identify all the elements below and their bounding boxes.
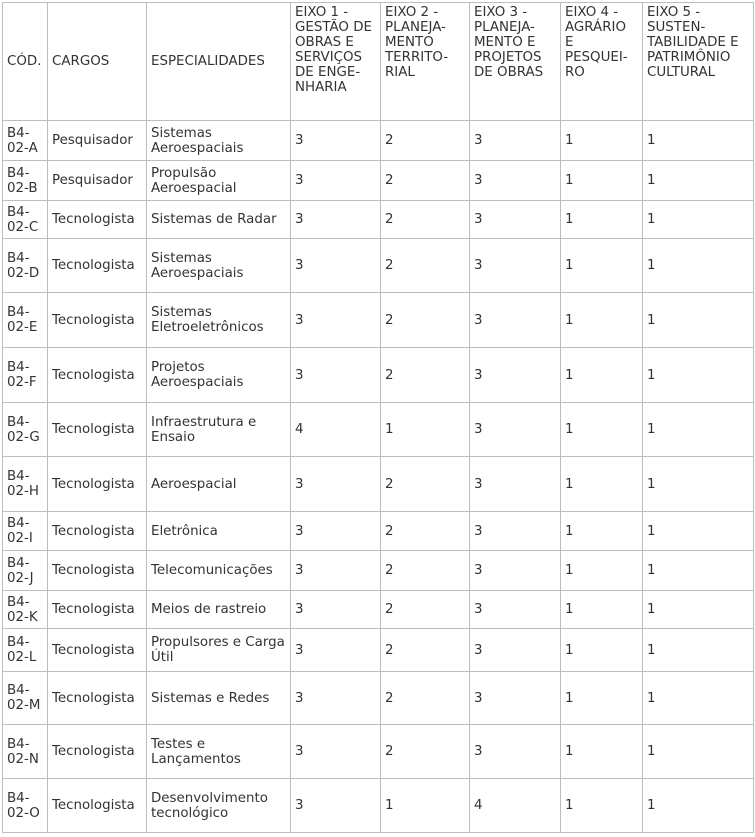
cell-eixo-3: 3 <box>470 457 561 512</box>
cell-eixo-3: 3 <box>470 293 561 348</box>
cell-especialidade: Sistemas Aeroespaciais <box>147 239 291 293</box>
table-row <box>3 457 754 512</box>
cell-eixo-3: 3 <box>470 121 561 161</box>
cell-especialidade: Sistemas Aeroespaciais <box>147 121 291 161</box>
cell-especialidade: Propulsão Aeroespacial <box>147 161 291 201</box>
cell-eixo-3: 3 <box>470 551 561 591</box>
cell-cargo: Tecnologista <box>48 551 147 591</box>
cell-cargo: Tecnologista <box>48 779 147 833</box>
cell-eixo-1: 3 <box>291 293 381 348</box>
cell-cod: B4-02-C <box>3 201 48 239</box>
cell-eixo-5: 1 <box>643 591 754 629</box>
cell-cargo: Tecnologista <box>48 512 147 551</box>
cell-eixo-2: 2 <box>381 239 470 293</box>
cell-cargo: Tecnologista <box>48 457 147 512</box>
cell-eixo-2: 2 <box>381 591 470 629</box>
header-eixo-5: EIXO 5 - SUSTEN-TABILIDADE E PATRIMÔNIO CULTURAL <box>643 3 754 121</box>
cell-eixo-4: 1 <box>561 239 643 293</box>
cell-cargo: Tecnologista <box>48 725 147 779</box>
header-eixo-2: EIXO 2 - PLANEJA-MENTO TERRITO-RIAL <box>381 3 470 121</box>
cell-especialidade: Meios de rastreio <box>147 591 291 629</box>
cell-eixo-5: 1 <box>643 457 754 512</box>
cell-eixo-1: 3 <box>291 457 381 512</box>
specialties-table <box>2 2 754 833</box>
cell-eixo-3: 3 <box>470 725 561 779</box>
cell-cod: B4-02-J <box>3 551 48 591</box>
cell-eixo-1: 3 <box>291 121 381 161</box>
cell-eixo-5: 1 <box>643 121 754 161</box>
cell-eixo-4: 1 <box>561 551 643 591</box>
cell-cod: B4-02-M <box>3 672 48 725</box>
cell-eixo-4: 1 <box>561 457 643 512</box>
cell-eixo-1: 3 <box>291 725 381 779</box>
cell-eixo-2: 2 <box>381 672 470 725</box>
table-row <box>3 725 754 779</box>
cell-especialidade: Infraestrutura e Ensaio <box>147 403 291 457</box>
table-row <box>3 591 754 629</box>
cell-cod: B4-02-N <box>3 725 48 779</box>
cell-eixo-5: 1 <box>643 629 754 672</box>
cell-eixo-5: 1 <box>643 403 754 457</box>
table-row <box>3 779 754 833</box>
cell-cod: B4-02-O <box>3 779 48 833</box>
cell-cod: B4-02-I <box>3 512 48 551</box>
table-row <box>3 403 754 457</box>
cell-eixo-3: 4 <box>470 779 561 833</box>
cell-eixo-5: 1 <box>643 293 754 348</box>
table-row <box>3 551 754 591</box>
cell-eixo-3: 3 <box>470 239 561 293</box>
cell-eixo-2: 2 <box>381 348 470 403</box>
cell-especialidade: Sistemas de Radar <box>147 201 291 239</box>
header-eixo-3: EIXO 3 - PLANEJA-MENTO E PROJETOS DE OBRAS <box>470 3 561 121</box>
cell-eixo-1: 3 <box>291 779 381 833</box>
header-cargos: CARGOS <box>48 3 147 121</box>
cell-cargo: Tecnologista <box>48 201 147 239</box>
cell-eixo-4: 1 <box>561 629 643 672</box>
cell-eixo-2: 2 <box>381 457 470 512</box>
cell-eixo-3: 3 <box>470 672 561 725</box>
cell-eixo-5: 1 <box>643 725 754 779</box>
cell-cargo: Tecnologista <box>48 348 147 403</box>
cell-eixo-5: 1 <box>643 512 754 551</box>
cell-eixo-5: 1 <box>643 672 754 725</box>
table-row <box>3 293 754 348</box>
cell-eixo-1: 3 <box>291 161 381 201</box>
cell-eixo-4: 1 <box>561 293 643 348</box>
cell-cargo: Pesquisador <box>48 121 147 161</box>
cell-cod: B4-02-H <box>3 457 48 512</box>
cell-eixo-4: 1 <box>561 725 643 779</box>
cell-cod: B4-02-A <box>3 121 48 161</box>
header-row <box>3 3 754 121</box>
cell-eixo-3: 3 <box>470 591 561 629</box>
cell-eixo-1: 3 <box>291 591 381 629</box>
cell-eixo-1: 3 <box>291 672 381 725</box>
table-row <box>3 239 754 293</box>
cell-eixo-1: 3 <box>291 629 381 672</box>
cell-cod: B4-02-G <box>3 403 48 457</box>
table-row <box>3 121 754 161</box>
cell-eixo-3: 3 <box>470 403 561 457</box>
cell-eixo-3: 3 <box>470 629 561 672</box>
cell-eixo-4: 1 <box>561 591 643 629</box>
table-row <box>3 201 754 239</box>
cell-especialidade: Eletrônica <box>147 512 291 551</box>
cell-cargo: Tecnologista <box>48 591 147 629</box>
cell-eixo-5: 1 <box>643 779 754 833</box>
cell-eixo-4: 1 <box>561 403 643 457</box>
table-row <box>3 348 754 403</box>
cell-eixo-2: 1 <box>381 779 470 833</box>
cell-cargo: Pesquisador <box>48 161 147 201</box>
table-row <box>3 629 754 672</box>
cell-eixo-5: 1 <box>643 551 754 591</box>
cell-eixo-1: 3 <box>291 201 381 239</box>
cell-eixo-4: 1 <box>561 121 643 161</box>
cell-eixo-1: 3 <box>291 512 381 551</box>
cell-eixo-5: 1 <box>643 348 754 403</box>
cell-eixo-2: 2 <box>381 161 470 201</box>
cell-especialidade: Aeroespacial <box>147 457 291 512</box>
table-row <box>3 161 754 201</box>
cell-cod: B4-02-E <box>3 293 48 348</box>
cell-eixo-5: 1 <box>643 161 754 201</box>
cell-eixo-4: 1 <box>561 512 643 551</box>
cell-eixo-3: 3 <box>470 161 561 201</box>
cell-eixo-2: 2 <box>381 512 470 551</box>
table-row <box>3 672 754 725</box>
cell-cargo: Tecnologista <box>48 629 147 672</box>
cell-cod: B4-02-K <box>3 591 48 629</box>
cell-eixo-2: 2 <box>381 201 470 239</box>
cell-eixo-4: 1 <box>561 201 643 239</box>
cell-especialidade: Projetos Aeroespaciais <box>147 348 291 403</box>
cell-eixo-2: 2 <box>381 121 470 161</box>
cell-eixo-1: 3 <box>291 239 381 293</box>
cell-cod: B4-02-D <box>3 239 48 293</box>
table-body <box>3 121 754 833</box>
cell-especialidade: Sistemas e Redes <box>147 672 291 725</box>
cell-eixo-4: 1 <box>561 161 643 201</box>
cell-eixo-3: 3 <box>470 348 561 403</box>
cell-eixo-3: 3 <box>470 512 561 551</box>
cell-eixo-2: 2 <box>381 293 470 348</box>
cell-cargo: Tecnologista <box>48 672 147 725</box>
cell-eixo-4: 1 <box>561 348 643 403</box>
cell-eixo-4: 1 <box>561 779 643 833</box>
cell-especialidade: Sistemas Eletroeletrônicos <box>147 293 291 348</box>
cell-eixo-3: 3 <box>470 201 561 239</box>
cell-eixo-5: 1 <box>643 201 754 239</box>
header-eixo-4: EIXO 4 - AGRÁRIO E PESQUEI-RO <box>561 3 643 121</box>
table-row <box>3 512 754 551</box>
cell-especialidade: Telecomunicações <box>147 551 291 591</box>
header-eixo-1: EIXO 1 - GESTÃO DE OBRAS E SERVIÇOS DE ENGE-NHARIA <box>291 3 381 121</box>
cell-eixo-2: 2 <box>381 725 470 779</box>
cell-eixo-1: 3 <box>291 551 381 591</box>
cell-eixo-1: 3 <box>291 348 381 403</box>
cell-especialidade: Propulsores e Carga Útil <box>147 629 291 672</box>
cell-especialidade: Desenvolvimento tecnológico <box>147 779 291 833</box>
cell-cod: B4-02-F <box>3 348 48 403</box>
cell-cod: B4-02-B <box>3 161 48 201</box>
cell-eixo-2: 2 <box>381 629 470 672</box>
header-especialidades: ESPECIALIDADES <box>147 3 291 121</box>
cell-cargo: Tecnologista <box>48 239 147 293</box>
cell-cargo: Tecnologista <box>48 293 147 348</box>
cell-eixo-5: 1 <box>643 239 754 293</box>
cell-eixo-2: 2 <box>381 551 470 591</box>
cell-eixo-2: 1 <box>381 403 470 457</box>
cell-cod: B4-02-L <box>3 629 48 672</box>
cell-cargo: Tecnologista <box>48 403 147 457</box>
cell-especialidade: Testes e Lançamentos <box>147 725 291 779</box>
header-cod: CÓD. <box>3 3 48 121</box>
cell-eixo-4: 1 <box>561 672 643 725</box>
cell-eixo-1: 4 <box>291 403 381 457</box>
